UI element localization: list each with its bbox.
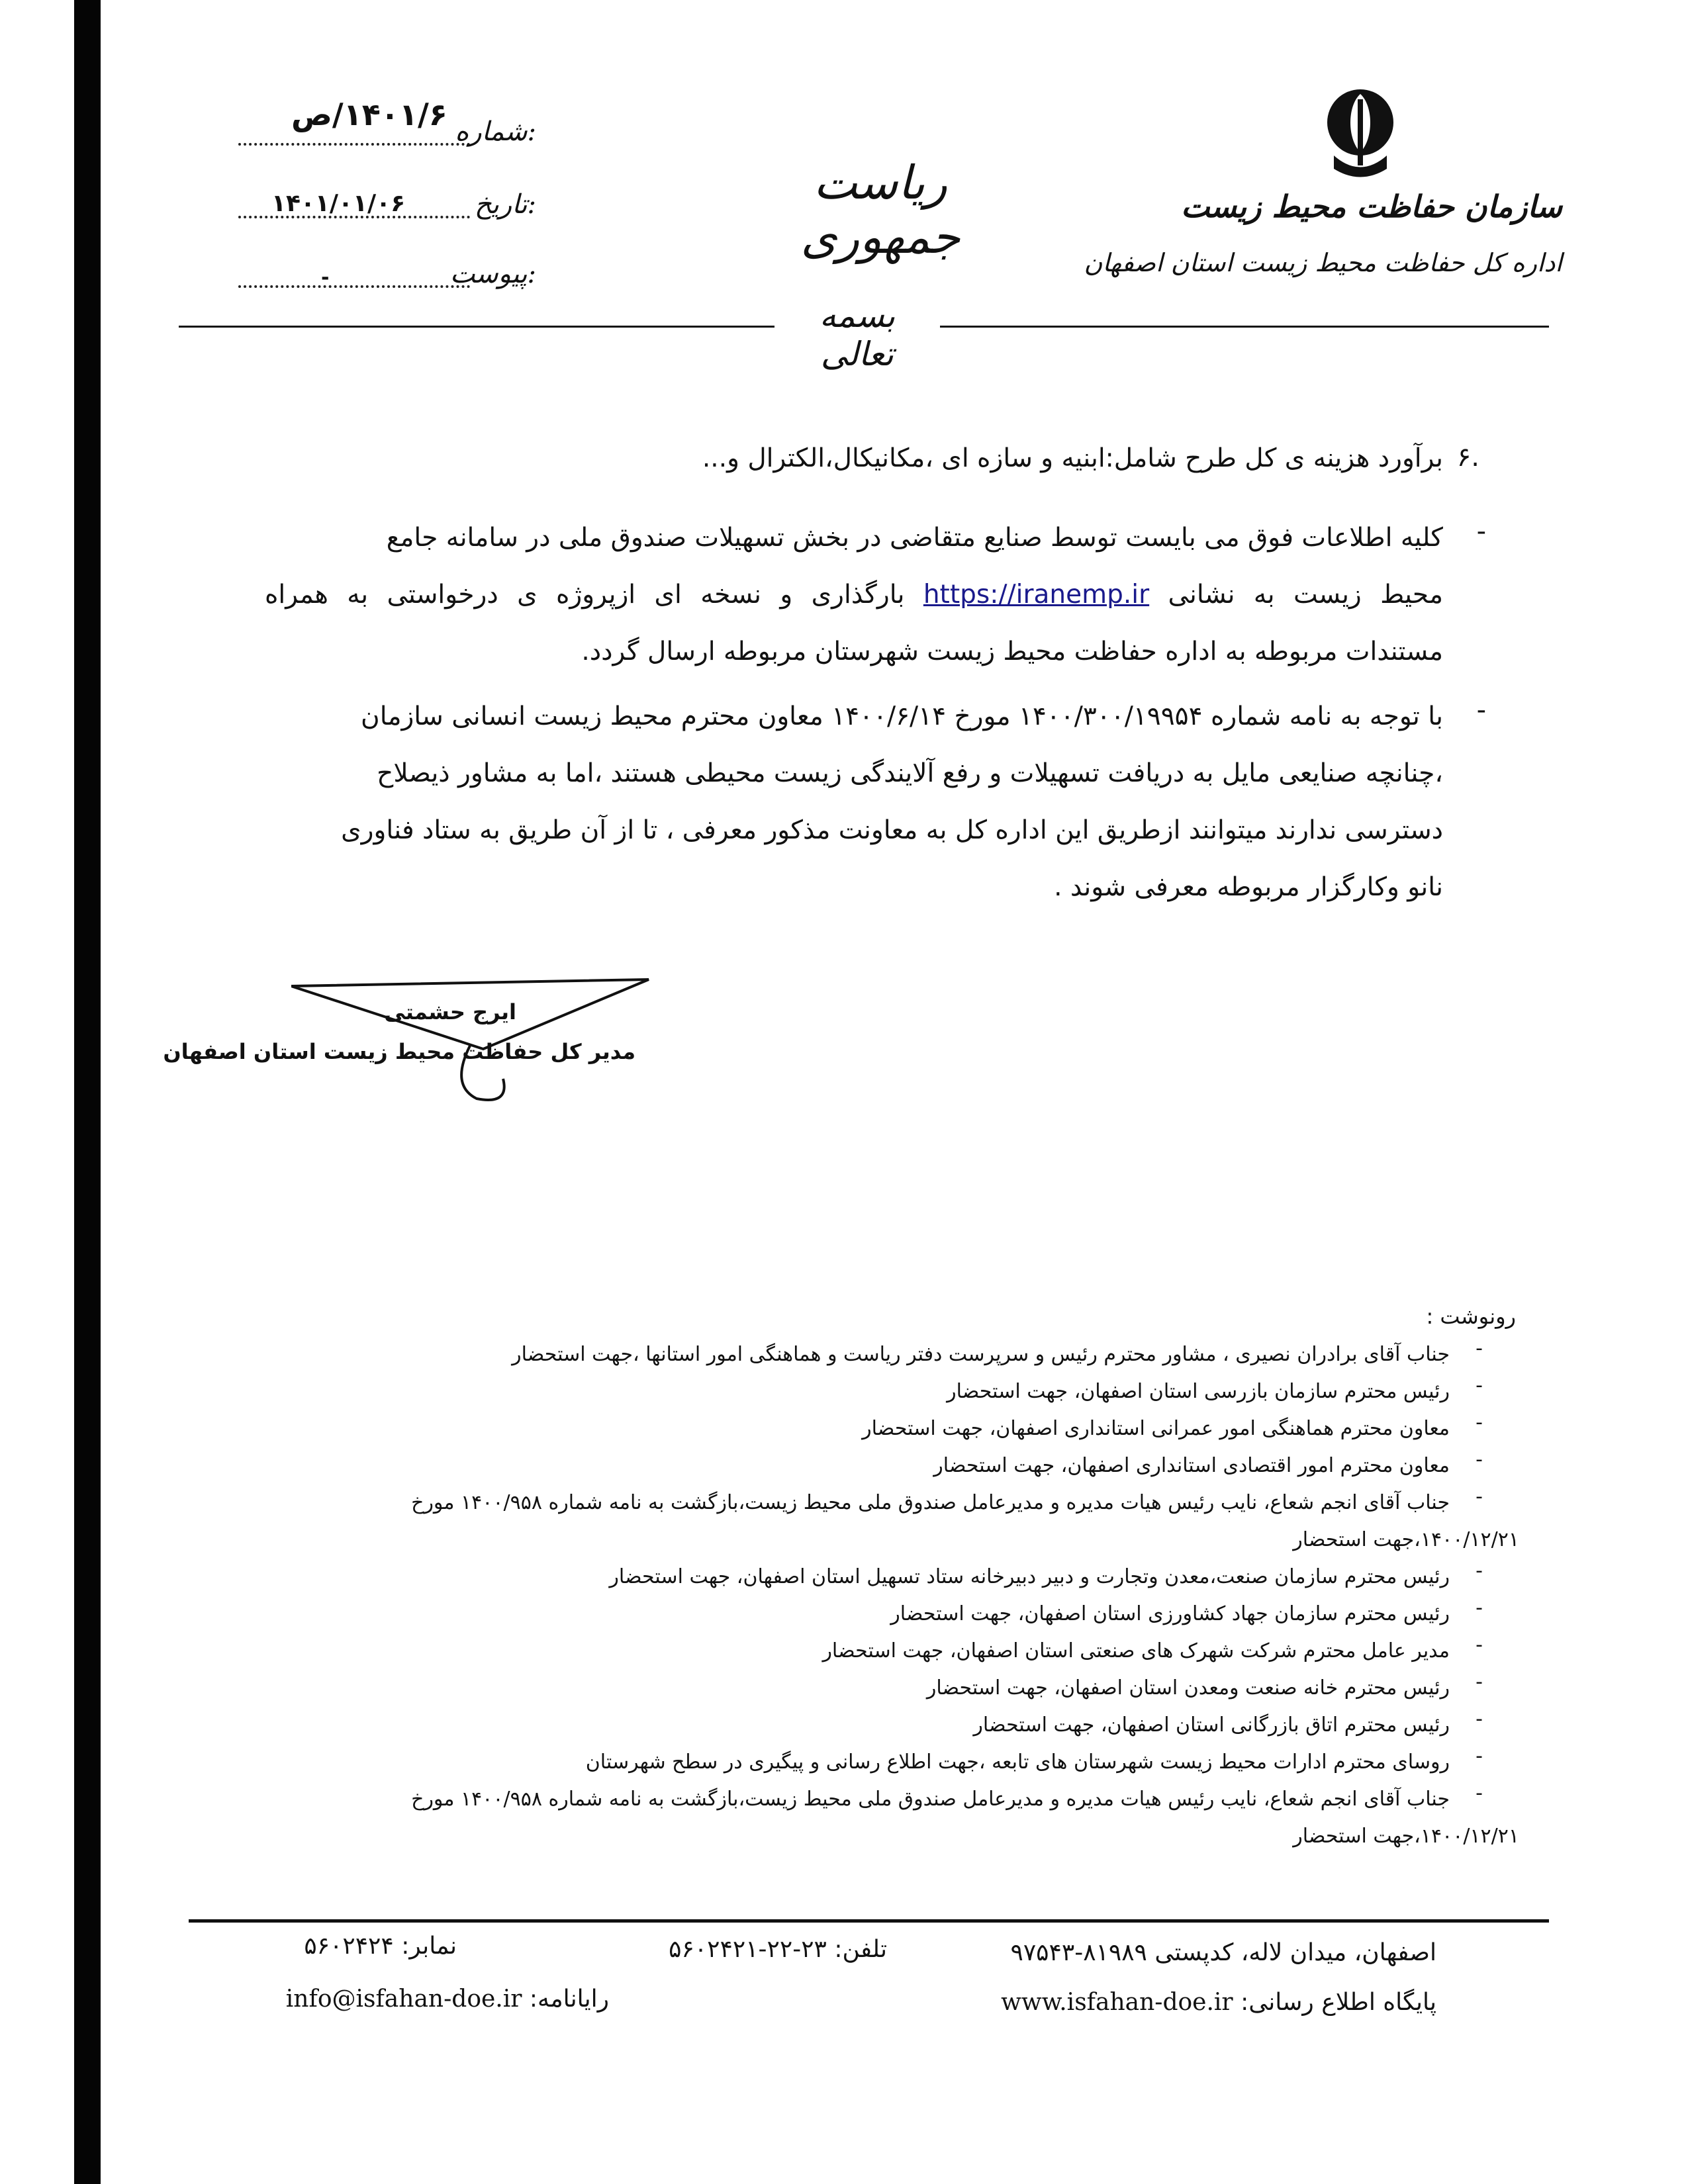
paragraph-line: نانو وکارگزار مربوطه معرفی شوند . — [1054, 872, 1443, 902]
cc-item: رئیس محترم سازمان جهاد کشاورزی استان اصفهان، جهت استحضار — [890, 1602, 1450, 1625]
signatory-name: ایرج حشمتی — [384, 999, 516, 1024]
letter-date: تاریخ: ۱۴۰۱/۰۱/۰۶ — [238, 185, 536, 225]
cc-dash: - — [1476, 1448, 1483, 1471]
dotted-line — [238, 143, 470, 146]
cc-item: روسای محترم ادارات محیط زیست شهرستان های تابعه ،جهت اطلاع رسانی و پیگیری در سطح شهرستان — [585, 1751, 1450, 1774]
footer-fax: نمابر: ۵۶۰۲۴۲۴ — [304, 1933, 457, 1960]
doe-logo — [1321, 86, 1400, 179]
footer-address: اصفهان، میدان لاله، کدپستی ۸۱۹۸۹-۹۷۵۴۳ — [1010, 1939, 1436, 1966]
header-rule — [940, 326, 1549, 328]
cc-item: معاون محترم هماهنگی امور عمرانی استانداری اصفهان، جهت استحضار — [862, 1417, 1450, 1440]
cc-dash: - — [1476, 1596, 1483, 1619]
footer-phone: تلفن: ۲۳-۲۲-۵۶۰۲۴۲۱ — [669, 1936, 887, 1963]
cc-item: جناب آقای برادران نصیری ، مشاور محترم رئیس و سرپرست دفتر ریاست و هماهنگی امور استانها ،جهت استحضار — [512, 1343, 1450, 1366]
cc-item: رئیس محترم خانه صنعت ومعدن استان اصفهان، جهت استحضار — [926, 1676, 1450, 1700]
bismillah: بسمه تعالی — [819, 296, 896, 373]
footer-rule — [189, 1919, 1549, 1923]
paragraph-line: ،چنانچه صنایعی مایل به دریافت تسهیلات و رفع آلایندگی زیست محیطی هستند ،اما به مشاور ذیصلاح — [377, 758, 1443, 788]
cc-item: ۱۴۰۰/۱۲/۲۱،جهت استحضار — [1293, 1528, 1519, 1551]
paragraph-line: مستندات مربوطه به اداره حفاظت محیط زیست شهرستان مربوطه ارسال گردد. — [581, 637, 1443, 666]
paragraph-line: با توجه به نامه شماره ۱۴۰۰/۳۰۰/۱۹۹۵۴ مورخ ۱۴۰۰/۶/۱۴ معاون محترم محیط زیست انسانی سازمان — [361, 702, 1443, 731]
cc-dash: - — [1476, 1374, 1483, 1397]
paragraph-line: محیط زیست به نشانی https://iranemp.ir بارگذاری و نسخه ای ازپروژه ی درخواستی به همراه — [265, 580, 1444, 610]
cc-dash: - — [1476, 1707, 1483, 1731]
bullet: - — [1476, 695, 1486, 725]
dotted-line — [238, 285, 470, 288]
cc-item: ۱۴۰۰/۱۲/۲۱،جهت استحضار — [1293, 1825, 1519, 1848]
item-text: برآورد هزینه ی کل طرح شامل:ابنیه و سازه ای ،مکانیکال،الکترال و... — [702, 443, 1443, 473]
footer-email: رایانامه: info@isfahan-doe.ir — [285, 1985, 609, 2013]
email-link[interactable]: info@isfahan-doe.ir — [285, 1985, 522, 2013]
letter-number: شماره: ۱۴۰۱/۶/ص — [238, 113, 536, 152]
paragraph — [265, 510, 1443, 680]
footer-website: پایگاه اطلاع رسانی: www.isfahan-doe.ir — [1001, 1989, 1436, 2016]
paragraph-line: دسترسی ندارند میتوانند ازطریق این اداره کل به معاونت مذکور معرفی ، تا از آن طریق به ستاد فناوری — [341, 815, 1443, 845]
cc-item: رئیس محترم سازمان بازرسی استان اصفهان، جهت استحضار — [947, 1380, 1450, 1403]
cc-dash: - — [1476, 1411, 1483, 1434]
cc-item: جناب آقای انجم شعاع، نایب رئیس هیات مدیره و مدیرعامل صندوق ملی محیط زیست،بازگشت به نامه شماره ۱۴۰۰/۹۵۸ مورخ — [411, 1491, 1450, 1514]
cc-dash: - — [1476, 1485, 1483, 1508]
org-name: سازمان حفاظت محیط زیست — [1181, 189, 1562, 224]
cc-item: رئیس محترم سازمان صنعت،معدن وتجارت و دبیر دبیرخانه ستاد تسهیل استان اصفهان، جهت استحضار — [609, 1565, 1450, 1588]
scan-edge-bar — [74, 0, 101, 2184]
cc-dash: - — [1476, 1745, 1483, 1768]
cc-heading: رونوشت : — [1426, 1304, 1516, 1329]
iranemp-link[interactable]: https://iranemp.ir — [923, 580, 1150, 610]
cc-dash: - — [1476, 1559, 1483, 1582]
cc-item: رئیس محترم اتاق بازرگانی استان اصفهان، جهت استحضار — [973, 1713, 1450, 1737]
cc-dash: - — [1476, 1670, 1483, 1694]
website-link[interactable]: www.isfahan-doe.ir — [1001, 1989, 1233, 2016]
cc-item: مدیر عامل محترم شرکت شهرک های صنعتی استان اصفهان، جهت استحضار — [822, 1639, 1450, 1662]
page-title: ریاست جمهوری — [800, 156, 961, 264]
letter-attachments: پیوست: - — [238, 255, 536, 295]
bullet: - — [1476, 516, 1486, 547]
signatory-position: مدیر کل حفاظت محیط زیست استان اصفهان — [163, 1039, 635, 1064]
org-subtitle: اداره کل حفاظت محیط زیست استان اصفهان — [1084, 248, 1562, 277]
paragraph-line: کلیه اطلاعات فوق می بایست توسط صنایع متقاضی در بخش تسهیلات صندوق ملی در سامانه جامع — [386, 523, 1443, 553]
cc-dash: - — [1476, 1337, 1483, 1360]
cc-dash: - — [1476, 1782, 1483, 1805]
cc-dash: - — [1476, 1633, 1483, 1657]
header-rule — [179, 326, 774, 328]
cc-item: جناب آقای انجم شعاع، نایب رئیس هیات مدیره و مدیرعامل صندوق ملی محیط زیست،بازگشت به نامه شماره ۱۴۰۰/۹۵۸ مورخ — [411, 1788, 1450, 1811]
paragraph — [265, 688, 1443, 916]
cc-item: معاون محترم امور اقتصادی استانداری اصفهان، جهت استحضار — [933, 1454, 1450, 1477]
item-number: ۶. — [1456, 442, 1479, 473]
